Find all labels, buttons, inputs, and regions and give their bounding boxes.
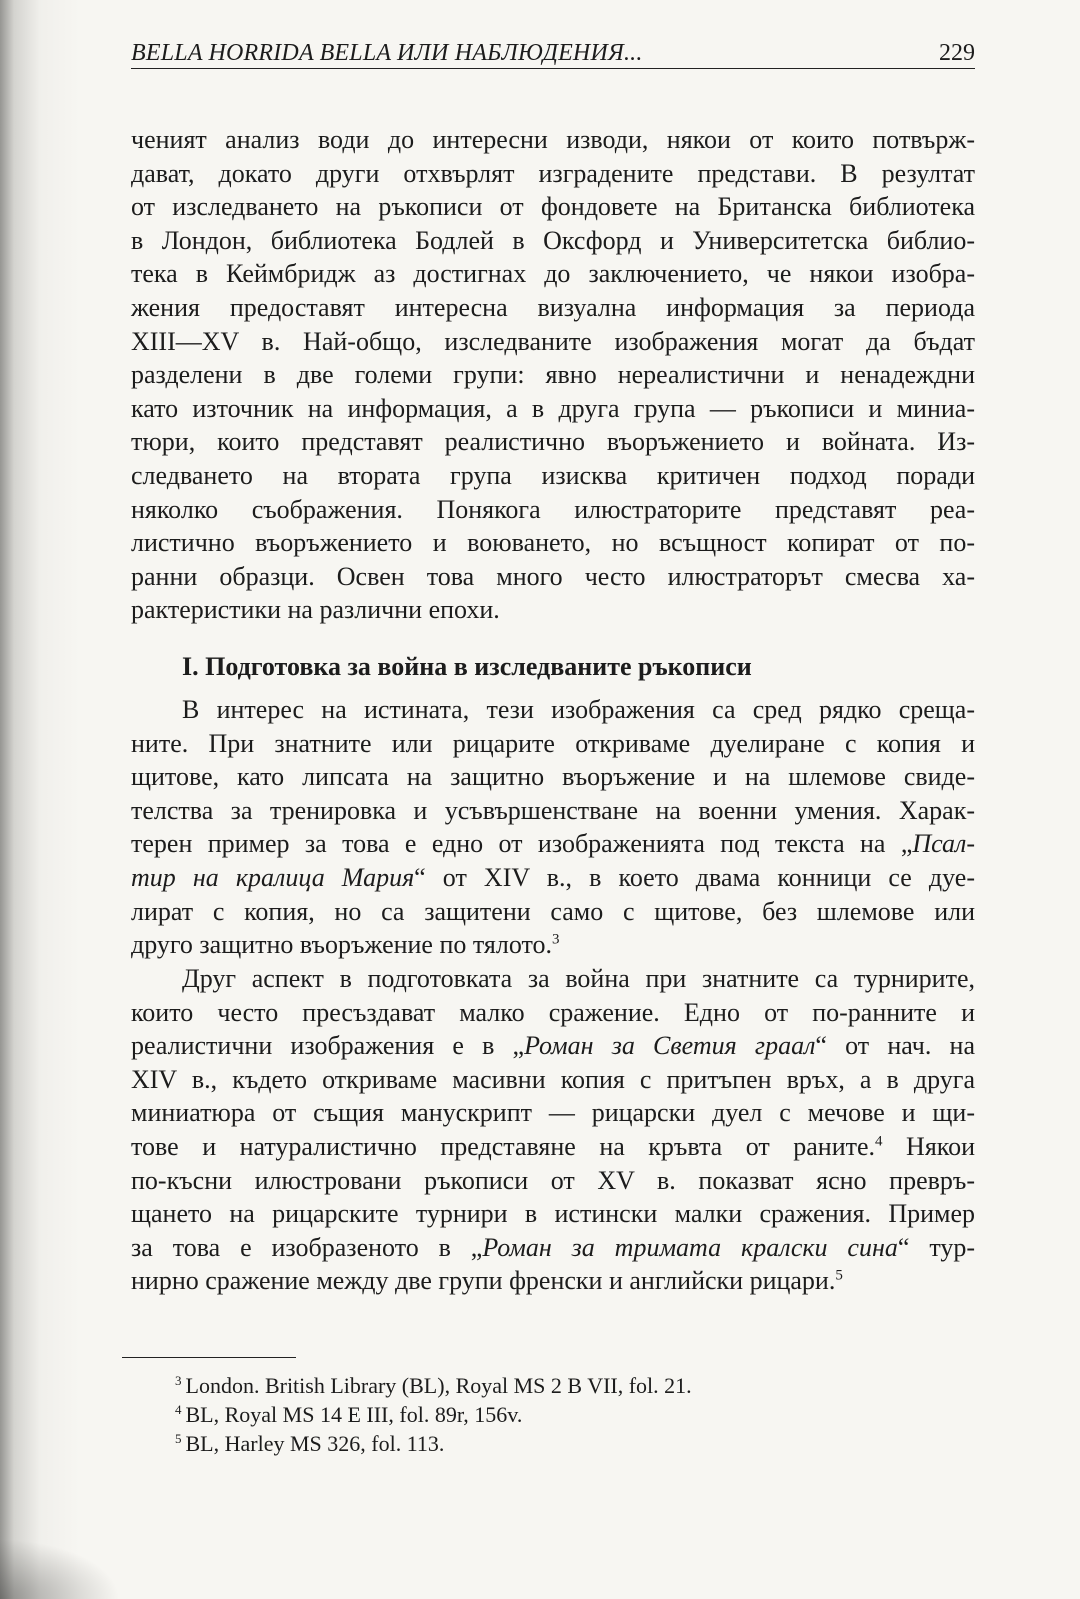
- running-head: [131, 34, 975, 69]
- footnote-text: London. British Library (BL), Royal MS 2 B VII, fol. 21.: [185, 1373, 692, 1398]
- text-line: ранни образци. Освен това много често илюстраторът смесва ха-: [131, 561, 975, 591]
- italic-title: тир на кралица Мария: [131, 862, 415, 892]
- footnote: [175, 1400, 975, 1429]
- footnote-text: BL, Royal MS 14 E III, fol. 89r, 156v.: [185, 1402, 523, 1427]
- running-head-title: BELLA HORRIDA BELLA ИЛИ НАБЛЮДЕНИЯ...: [131, 40, 643, 66]
- line-text: реалистични изображения е в „: [131, 1031, 525, 1061]
- text-line: В интерес на истината, тези изображения са сред рядко среща-: [182, 695, 975, 724]
- text-line: ните. При знатните или рицарите откриваме дуелиране с копия и: [131, 728, 975, 758]
- italic-title: Роман за тримата кралски сина: [482, 1232, 898, 1262]
- footnote-reference: 5: [835, 1267, 843, 1284]
- line-text: “ тур-: [897, 1232, 975, 1262]
- text-line: като източник на информация, а в друга група — ръкописи и миниа-: [131, 393, 975, 423]
- text-line: в Лондон, библиотека Бодлей в Оксфорд и Университетска библио-: [131, 225, 975, 255]
- line-text: тове и натуралистично представяне на кръвта от раните.: [131, 1131, 876, 1161]
- text-line: от изследването на ръкописи от фондовете на Британска библиотека: [131, 192, 975, 222]
- corner-shadow: [0, 1539, 120, 1599]
- text-line: дават, докато други отхвърлят изградените представи. В резултат: [131, 158, 975, 188]
- footnote-rule: [122, 1357, 296, 1358]
- text-line: щането на рицарските турнири в истински малки сражения. Пример: [131, 1199, 975, 1229]
- line-text: за това е изобразеното в „: [131, 1232, 483, 1262]
- text-line: няколко съображения. Понякога илюстраторите представят реа-: [131, 494, 975, 524]
- text-line: XIV в., където откриваме масивни копия с притъпен връх, а в друга: [131, 1064, 975, 1094]
- text-line: [131, 1231, 975, 1265]
- text-line: [131, 928, 975, 962]
- text-line: ченият анализ води до интересни изводи, някои от които потвърж-: [131, 125, 975, 154]
- footnote: [175, 1429, 975, 1458]
- footnote-marker: 4: [175, 1401, 182, 1417]
- text-line: тека в Кеймбридж аз достигнах до заключението, че някои изобра-: [131, 259, 975, 289]
- text-line: телства за тренировка и усъвършенстване на военни умения. Харак-: [131, 795, 975, 825]
- section-heading: I. Подготовка за война в изследваните ръкописи: [182, 652, 752, 681]
- footnote: [175, 1371, 975, 1400]
- page-number: 229: [939, 40, 975, 66]
- text-line: по-късни илюстровани ръкописи от XV в. показват ясно превръ-: [131, 1165, 975, 1195]
- line-text: Някои: [882, 1131, 975, 1161]
- text-line: лират с копия, но са защитени само с щитове, без шлемове или: [131, 896, 975, 926]
- line-text: терен пример за това е едно от изображенията под текста на „: [131, 829, 913, 859]
- text-line: [131, 861, 975, 895]
- text-line: [131, 827, 975, 861]
- footnote-reference: 4: [875, 1133, 883, 1150]
- gutter-shadow: [0, 0, 80, 1599]
- footnotes: [175, 1371, 975, 1458]
- text-line: разделени в две големи групи: явно нереалистични и ненадеждни: [131, 360, 975, 390]
- line-text: нирно сражение между две групи френски и английски рицари.: [131, 1266, 836, 1296]
- footnote-marker: 5: [175, 1430, 182, 1446]
- text-line: XIII—XV в. Най-общо, изследваните изображения могат да бъдат: [131, 326, 975, 356]
- text-line: миниатюра от същия манускрипт — рицарски дуел с мечове и щи-: [131, 1098, 975, 1128]
- italic-title: Роман за Светия граал: [524, 1031, 816, 1061]
- line-text: друго защитно въоръжение по тялото.: [131, 930, 553, 960]
- paragraph: [131, 962, 975, 1298]
- text-line: следването на втората група изисква критичен подход поради: [131, 460, 975, 490]
- paragraph: [131, 123, 975, 627]
- text-line: [131, 1029, 975, 1063]
- italic-title: Псал-: [912, 829, 975, 859]
- footnote-reference: 3: [552, 931, 560, 948]
- text-line: тюри, които представят реалистично въоръжението и войната. Из-: [131, 427, 975, 457]
- text-line: [131, 1130, 975, 1164]
- line-text: “ от нач. на: [815, 1031, 975, 1061]
- line-text: “ от XIV в., в което двама конници се дуе-: [414, 862, 975, 892]
- paragraph: [131, 693, 975, 962]
- text-line: листично въоръжението и воюването, но всъщност копират от по-: [131, 528, 975, 558]
- text-line: които често пресъздават малко сражение. Едно от по-ранните и: [131, 997, 975, 1027]
- footnote-marker: 3: [175, 1372, 182, 1388]
- text-line: Друг аспект в подготовката за война при знатните са турнирите,: [182, 964, 975, 993]
- text-line: жения предоставят интересна визуална информация за периода: [131, 292, 975, 322]
- text-line: рактеристики на различни епохи.: [131, 595, 500, 625]
- text-line: [131, 1264, 975, 1298]
- text-line: щитове, като липсата на защитно въоръжение и на шлемове свиде-: [131, 762, 975, 792]
- footnote-text: BL, Harley MS 326, fol. 113.: [185, 1431, 445, 1456]
